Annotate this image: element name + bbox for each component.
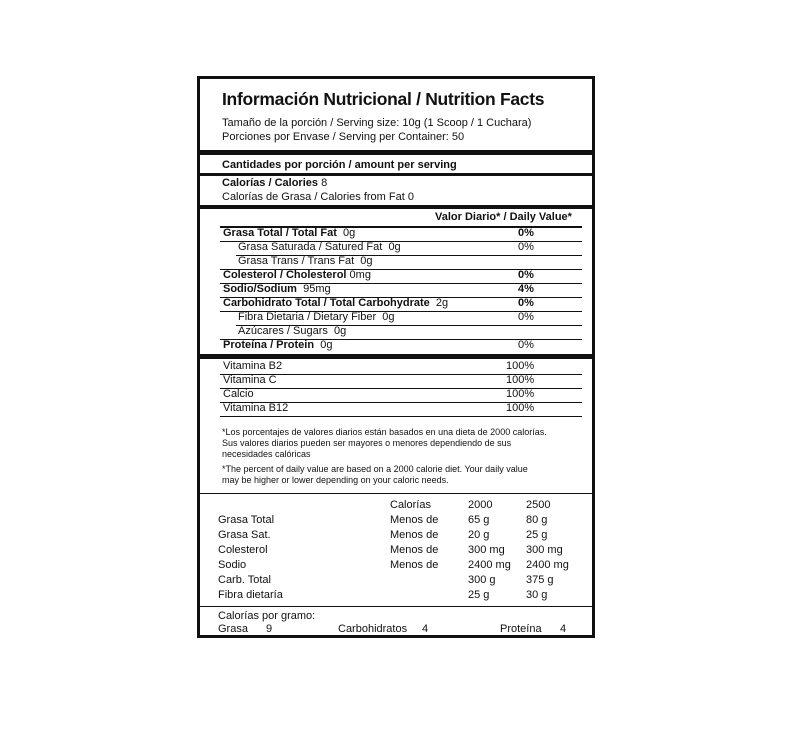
ref-row-2000: 300 g [468,574,496,586]
calories-from-fat: Calorías de Grasa / Calories from Fat 0 [222,191,414,203]
footnote-es-line2: Sus valores diarios pueden ser mayores o menores dependiendo de sus [222,438,512,448]
divider [200,606,592,607]
ref-row-2500: 25 g [526,529,548,541]
cpg-fat-value: 9 [266,623,273,635]
ref-row-name: Grasa Sat. [218,529,271,541]
nutrient-name: Grasa Trans / Trans Fat 0g [238,255,373,267]
ref-row-name: Carb. Total [218,574,271,586]
nutrient-row-saturated-fat [220,241,580,255]
ref-row-qualifier: Menos de [390,529,439,541]
vitamin-row [220,402,580,416]
calories-value: 8 [321,177,328,189]
divider [200,173,592,176]
nutrient-row-trans-fat [220,255,580,269]
label-title: Información Nutricional / Nutrition Facts [222,89,545,109]
vitamin-row [220,360,580,374]
daily-value-header: Valor Diario* / Daily Value* [435,211,572,223]
nutrient-dv: 0% [518,297,534,309]
nutrient-row-protein [220,339,580,353]
nutrient-dv: 0% [518,227,534,239]
nutrient-name: Grasa Saturada / Satured Fat 0g [238,241,401,253]
nutrient-row-fiber [220,311,580,325]
thick-divider [200,150,592,155]
vitamin-row [220,374,580,388]
vitamin-dv: 100% [506,360,535,372]
cpg-protein-label: Proteína [500,623,542,635]
nutrient-dv: 0% [518,241,534,253]
rule [220,416,582,417]
vitamin-name: Vitamina C [223,374,277,386]
nutrient-name: Azúcares / Sugars 0g [238,325,347,337]
nutrient-dv: 0% [518,339,534,351]
vitamin-name: Vitamina B2 [223,360,283,372]
vitamin-dv: 100% [506,402,535,414]
vitamin-name: Vitamina B12 [223,402,289,414]
nutrient-name: Fibra Dietaria / Dietary Fiber 0g [238,311,395,323]
vitamin-dv: 100% [506,374,535,386]
footnote-en-line2: may be higher or lower depending on your caloric needs. [222,475,449,485]
footnote-es-line1: *Los porcentajes de valores diarios están basados en una dieta de 2000 calorías. [222,427,547,437]
serving-size: Tamaño de la porción / Serving size: 10g (1 Scoop / 1 Cuchara) [222,117,532,129]
ref-row-2500: 30 g [526,589,548,601]
vitamin-name: Calcio [223,388,254,400]
servings-per-container: Porciones por Envase / Serving per Container: 50 [222,131,465,143]
ref-header-calories: Calorías [390,499,431,511]
ref-row-name: Sodio [218,559,247,571]
nutrient-name: Carbohidrato Total / Total Carbohydrate 2g [223,297,449,309]
calories-label: Calorías / Calories [222,177,318,189]
vitamin-dv: 100% [506,388,535,400]
ref-row-qualifier: Menos de [390,514,439,526]
ref-header-2500: 2500 [526,499,551,511]
nutrient-name: Proteína / Protein 0g [223,339,333,351]
ref-row-name: Fibra dietaría [218,589,283,601]
ref-header-2000: 2000 [468,499,493,511]
nutrient-row-sugars [220,325,580,339]
thick-divider [200,205,592,209]
ref-row-qualifier: Menos de [390,544,439,556]
ref-row-2000: 20 g [468,529,490,541]
thick-divider [200,354,592,359]
ref-row-2500: 375 g [526,574,554,586]
ref-row-2500: 300 mg [526,544,563,556]
ref-row-2500: 80 g [526,514,548,526]
divider [200,493,592,494]
nutrition-facts-label [197,76,595,638]
nutrient-row-sodium [220,283,580,297]
nutrient-dv: 4% [518,283,534,295]
cpg-carb-label: Carbohidratos [338,623,408,635]
nutrient-row-carbohydrate [220,297,580,311]
ref-row-2000: 300 mg [468,544,505,556]
ref-row-2000: 25 g [468,589,490,601]
nutrient-name: Grasa Total / Total Fat 0g [223,227,356,239]
ref-row-qualifier: Menos de [390,559,439,571]
nutrient-dv: 0% [518,269,534,281]
cpg-carb-value: 4 [422,623,429,635]
nutrient-row-total-fat [220,227,580,241]
calories-per-gram-title: Calorías por gramo: [218,610,316,622]
nutrient-row-cholesterol [220,269,580,283]
ref-row-2000: 2400 mg [468,559,511,571]
amount-per-serving-header: Cantidades por porción / amount per serving [222,159,457,171]
ref-row-name: Grasa Total [218,514,275,526]
nutrient-name: Sodio/Sodium 95mg [223,283,331,295]
footnote-es-line3: necesidades calóricas [222,449,311,459]
nutrient-name: Colesterol / Cholesterol 0mg [223,269,371,281]
ref-row-name: Colesterol [218,544,268,556]
calories-row [222,177,327,189]
nutrient-dv: 0% [518,311,534,323]
ref-row-2500: 2400 mg [526,559,569,571]
vitamin-row [220,388,580,402]
footnote-en-line1: *The percent of daily value are based on a 2000 calorie diet. Your daily value [222,464,528,474]
cpg-fat-label: Grasa [218,623,248,635]
cpg-protein-value: 4 [560,623,567,635]
ref-row-2000: 65 g [468,514,490,526]
